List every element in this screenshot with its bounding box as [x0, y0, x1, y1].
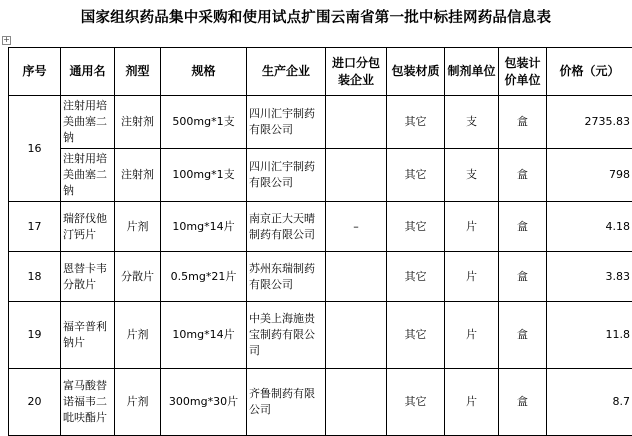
table-row	[9, 369, 632, 436]
cell-pack-unit: 盒	[499, 96, 547, 149]
header-maker: 生产企业	[247, 48, 326, 96]
cell-pack-unit: 盒	[499, 149, 547, 202]
cell-seq: 18	[9, 252, 61, 302]
cell-material: 其它	[387, 302, 445, 369]
header-material: 包装材质	[387, 48, 445, 96]
table-row	[9, 302, 632, 369]
table-header-row	[9, 48, 632, 96]
cell-price: 4.18	[547, 202, 632, 252]
cell-spec: 10mg*14片	[161, 302, 247, 369]
cell-price: 798	[547, 149, 632, 202]
cell-form: 片剂	[115, 202, 161, 252]
cell-name: 注射用培美曲塞二钠	[61, 149, 115, 202]
drug-info-table	[8, 47, 632, 436]
cell-form: 片剂	[115, 369, 161, 436]
cell-material: 其它	[387, 96, 445, 149]
table-row	[9, 96, 632, 149]
cell-importer	[326, 302, 387, 369]
cell-name: 富马酸替诺福韦二吡呋酯片	[61, 369, 115, 436]
cell-maker: 苏州东瑞制药有限公司	[247, 252, 326, 302]
cell-importer	[326, 252, 387, 302]
cell-unit: 片	[445, 302, 499, 369]
table-row	[9, 149, 632, 202]
cell-name: 福辛普利钠片	[61, 302, 115, 369]
header-seq: 序号	[9, 48, 61, 96]
header-spec: 规格	[161, 48, 247, 96]
cell-material: 其它	[387, 202, 445, 252]
cell-price: 11.8	[547, 302, 632, 369]
cell-seq: 17	[9, 202, 61, 252]
cell-pack-unit: 盒	[499, 369, 547, 436]
cell-unit: 片	[445, 369, 499, 436]
cell-importer	[326, 149, 387, 202]
cell-spec: 10mg*14片	[161, 202, 247, 252]
cell-unit: 支	[445, 149, 499, 202]
cell-spec: 100mg*1支	[161, 149, 247, 202]
cell-price: 2735.83	[547, 96, 632, 149]
cell-form: 分散片	[115, 252, 161, 302]
cell-seq: 16	[9, 96, 61, 202]
cell-name: 注射用培美曲塞二钠	[61, 96, 115, 149]
table-anchor-icon: +	[2, 36, 11, 45]
cell-name: 瑞舒伐他汀钙片	[61, 202, 115, 252]
document-title: 国家组织药品集中采购和使用试点扩围云南省第一批中标挂网药品信息表	[0, 6, 632, 27]
header-importer: 进口分包装企业	[326, 48, 387, 96]
cell-importer	[326, 96, 387, 149]
cell-importer: –	[326, 202, 387, 252]
cell-spec: 500mg*1支	[161, 96, 247, 149]
table-row	[9, 252, 632, 302]
header-price: 价格（元）	[547, 48, 632, 96]
cell-pack-unit: 盒	[499, 252, 547, 302]
header-form: 剂型	[115, 48, 161, 96]
cell-pack-unit: 盒	[499, 302, 547, 369]
cell-maker: 四川汇宇制药有限公司	[247, 96, 326, 149]
cell-material: 其它	[387, 369, 445, 436]
cell-pack-unit: 盒	[499, 202, 547, 252]
cell-form: 片剂	[115, 302, 161, 369]
cell-maker: 四川汇宇制药有限公司	[247, 149, 326, 202]
cell-importer	[326, 369, 387, 436]
cell-unit: 支	[445, 96, 499, 149]
cell-seq: 20	[9, 369, 61, 436]
cell-maker: 中美上海施贵宝制药有限公司	[247, 302, 326, 369]
cell-spec: 300mg*30片	[161, 369, 247, 436]
cell-unit: 片	[445, 202, 499, 252]
cell-maker: 南京正大天晴制药有限公司	[247, 202, 326, 252]
cell-spec: 0.5mg*21片	[161, 252, 247, 302]
cell-price: 3.83	[547, 252, 632, 302]
cell-name: 恩替卡韦分散片	[61, 252, 115, 302]
cell-maker: 齐鲁制药有限公司	[247, 369, 326, 436]
cell-seq: 19	[9, 302, 61, 369]
cell-form: 注射剂	[115, 149, 161, 202]
header-pack-unit: 包装计价单位	[499, 48, 547, 96]
cell-unit: 片	[445, 252, 499, 302]
cell-material: 其它	[387, 252, 445, 302]
header-name: 通用名	[61, 48, 115, 96]
header-unit: 制剂单位	[445, 48, 499, 96]
cell-form: 注射剂	[115, 96, 161, 149]
cell-price: 8.7	[547, 369, 632, 436]
cell-material: 其它	[387, 149, 445, 202]
table-row	[9, 202, 632, 252]
